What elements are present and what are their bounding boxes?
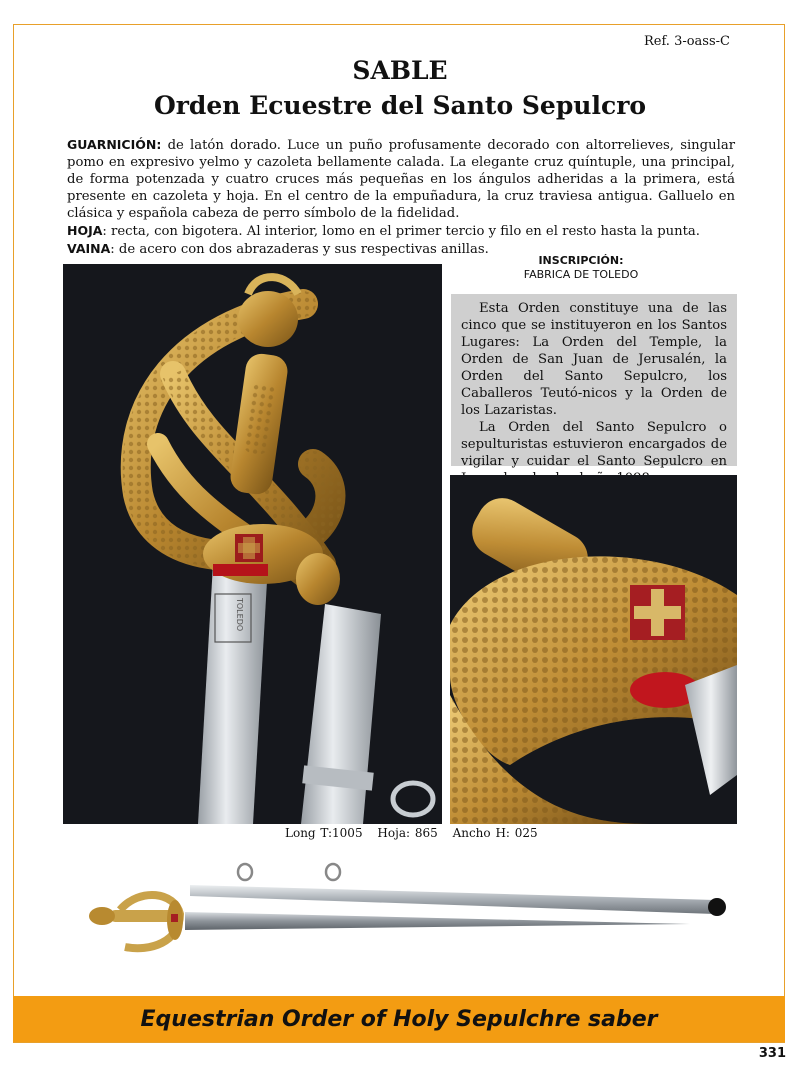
scabbard-ring-1 (238, 864, 252, 880)
hoja-paragraph (67, 222, 735, 240)
page-title: SABLE (352, 56, 448, 85)
measurements (285, 826, 548, 840)
blade (198, 564, 268, 824)
reference-code: Ref. 3-oass-C (643, 34, 730, 49)
red-felt-washer (213, 564, 268, 576)
full-blade (185, 912, 690, 930)
full-hilt-pommel (89, 907, 115, 925)
scabbard-ring (393, 783, 433, 815)
history-paragraph-2: La Orden del Santo Sepulcro o sepulturistas estuvieron encargados de vigilar y cuidar el Santo Sepulcro en (461, 420, 727, 469)
blade-detail (685, 665, 737, 795)
vaina-text: : de acero con dos abrazaderas y sus respectivas anillas. (110, 242, 489, 257)
history-paragraph-1: Esta Orden constituye una de las cinco que se instituyeron en los Santos Lugares: La Orden del Temple, la Orden de San Juan de Jerusalén, la Orden del Santo Sepulcro, los Caballeros Teutó-nicos y la Orden de los Lazaristas. (461, 301, 727, 418)
scabbard (301, 604, 381, 824)
english-title: Equestrian Order of Holy Sepulchre saber (140, 1006, 658, 1032)
page-number: 331 (758, 1046, 786, 1061)
full-scabbard (190, 885, 715, 914)
description-block (67, 136, 735, 258)
history-box (451, 294, 737, 469)
inscription-heading: INSCRIPCIÓN: (538, 254, 624, 267)
page-subtitle: Orden Ecuestre del Santo Sepulcro (153, 91, 647, 120)
dog-head-quillon (296, 553, 340, 605)
measure-length: Long T:1005 (285, 826, 363, 840)
hoja-label: HOJA (67, 223, 103, 238)
hoja-text: : recta, con bigotera. Al interior, lomo en el primer tercio y filo en el resto hasta la punta. (102, 224, 700, 239)
inscription-text: FABRICA DE TOLEDO (523, 268, 639, 281)
hilt-photo (63, 264, 442, 824)
pommel-helmet (238, 291, 298, 347)
vaina-label: VAINA (67, 241, 111, 256)
guarnicion-paragraph (67, 136, 735, 222)
toledo-stamp-text: TOLEDO (235, 598, 244, 632)
full-sword-photo (80, 852, 740, 982)
scabbard-tip (708, 898, 726, 916)
guarnicion-label: GUARNICIÓN: (67, 137, 162, 152)
measure-blade: Hoja: 865 (377, 826, 438, 840)
english-title-banner (13, 996, 785, 1042)
guard-detail-photo (450, 475, 737, 824)
scabbard-ring-2 (326, 864, 340, 880)
measure-width: Ancho H: 025 (452, 826, 538, 840)
guarnicion-text: de latón dorado. Luce un puño profusamente decorado con altorrelieves, singular pomo en expresivo yelmo y cazoleta bellamente calada. La elegante cruz quíntuple, una principal, de forma potenzada y cuatro cruces más pequeñas en los ángulos adheridas a la primera, está presente en cazoleta y hoja. En el centro de la empuñadura, la cruz traviesa antigua. Galluelo en clásica y española cabeza de perro símbolo de la fidelidad. (67, 138, 735, 221)
